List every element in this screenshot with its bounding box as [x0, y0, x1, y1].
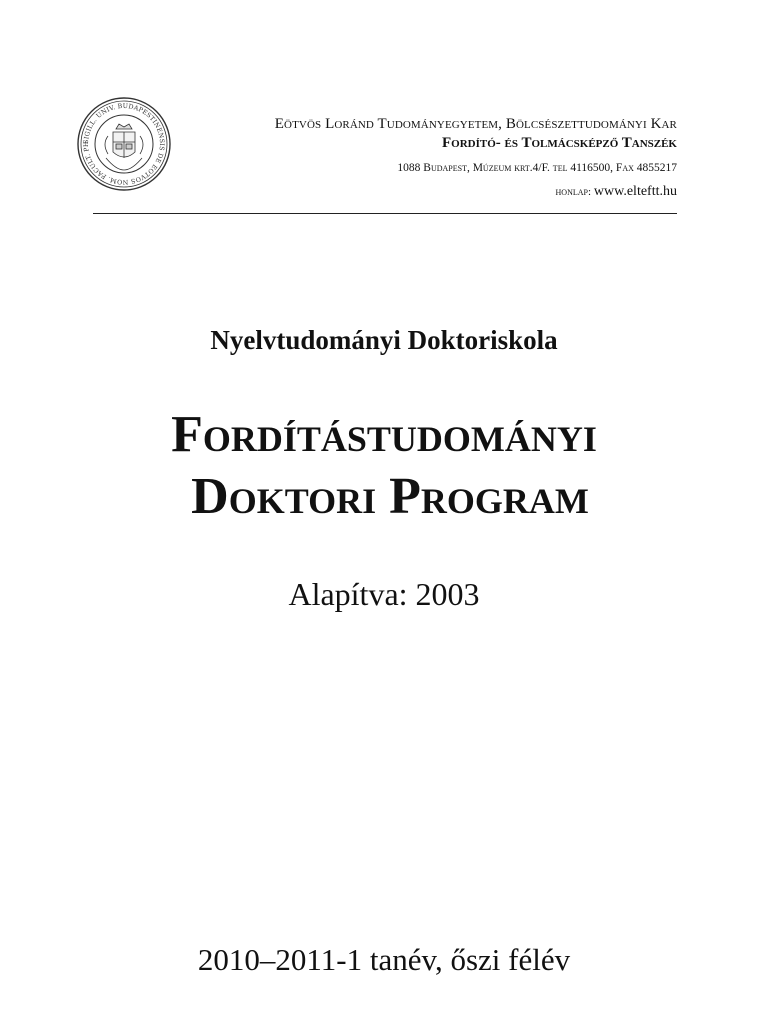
doctoral-school-name: Nyelvtudományi Doktoriskola [210, 325, 558, 355]
website-label: honlap: [555, 186, 592, 198]
program-title-line-1: Fordítástudományi [171, 406, 597, 463]
academic-semester: 2010–2011-1 tanév, őszi félév [197, 942, 571, 977]
department-address: 1088 Budapest, Múzeum krt.4/F. tel 4116500, Fax 4855217 [397, 162, 677, 174]
header-divider [93, 213, 677, 214]
department-name: Fordító- és Tolmácsképző Tanszék [442, 135, 677, 151]
website-line [157, 185, 677, 199]
program-title-line-2: Doktori Program [191, 468, 589, 526]
letterhead [157, 117, 677, 199]
founded-year: Alapítva: 2003 [288, 576, 480, 612]
website-link[interactable]: www.elteftt.hu [593, 184, 677, 199]
university-name: Eötvös Loránd Tudományegyetem, Bölcsészettudományi Kar [274, 116, 677, 132]
program-title [0, 404, 768, 529]
svg-text:SIGILL. UNIV. BUDAPESTINENSIS: SIGILL. UNIV. BUDAPESTINENSIS DE EOTVOS NOM. FACULT. PH [82, 102, 166, 186]
